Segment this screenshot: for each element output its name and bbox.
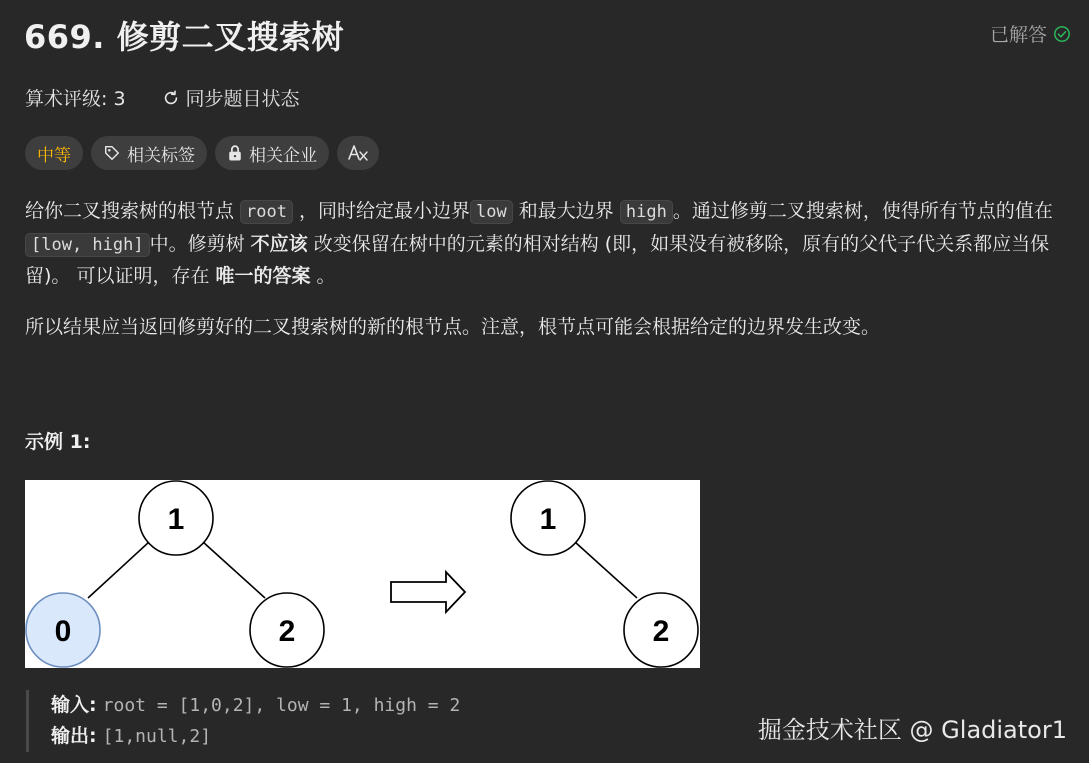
- translate-button[interactable]: [337, 136, 379, 170]
- example-title: 示例 1:: [25, 431, 91, 453]
- tag-row: [25, 136, 379, 170]
- code-high: high: [620, 200, 673, 224]
- emphasis-unique-answer: 唯一的答案: [215, 265, 311, 287]
- related-companies-button[interactable]: [215, 136, 329, 170]
- before-right-label: 2: [278, 615, 296, 648]
- watermark: 掘金技术社区 @ Gladiator1: [757, 716, 1067, 744]
- sync-label: 同步题目状态: [185, 88, 300, 110]
- sync-status-button[interactable]: [162, 84, 300, 111]
- code-low: low: [470, 200, 513, 224]
- refresh-icon: [162, 89, 180, 107]
- translate-icon: [347, 143, 369, 163]
- input-value: root = [1,0,2], low = 1, high = 2: [102, 695, 461, 716]
- before-edge-left: [88, 542, 149, 598]
- after-edge-right: [575, 542, 637, 598]
- tree-diagram: [25, 480, 700, 668]
- before-edge-right: [203, 542, 265, 598]
- related-companies-label: 相关企业: [249, 145, 317, 166]
- output-value: [1,null,2]: [102, 726, 212, 747]
- input-line: [51, 690, 460, 721]
- related-tags-button[interactable]: [91, 136, 207, 170]
- arrow-icon: [391, 572, 465, 612]
- lock-icon: [227, 144, 243, 162]
- related-tags-label: 相关标签: [127, 145, 195, 166]
- emphasis-should-not: 不应该: [250, 232, 308, 255]
- solved-label: 已解答: [989, 24, 1047, 46]
- code-range: [low, high]: [25, 233, 150, 257]
- problem-description: [25, 196, 1065, 343]
- before-root-label: 1: [167, 503, 185, 536]
- after-root-label: 1: [539, 503, 557, 536]
- after-right-label: 2: [652, 615, 670, 648]
- input-label: 输入:: [51, 694, 97, 716]
- before-left-label: 0: [54, 615, 72, 648]
- description-paragraph-1: 给你二叉搜索树的根节点 root ，同时给定最小边界 low 和最大边界 high 。通过修剪二叉搜索树，使得所有节点的值在[low, high] 中。修剪树 不应该 改变保留在树中的元素的相对结构 (即，如果没有被移除，原有的父代子代关系都应当保留)。 可以证明，存在 唯一的答案 。: [25, 200, 1053, 287]
- example-io-block: [26, 690, 460, 752]
- code-root: root: [240, 200, 293, 224]
- solved-status: [990, 20, 1071, 47]
- tag-icon: [103, 144, 121, 162]
- difficulty-badge[interactable]: [25, 136, 83, 170]
- example-figure: [25, 480, 700, 668]
- output-line: [51, 721, 460, 752]
- difficulty-label: 中等: [37, 145, 71, 166]
- meta-row: [25, 84, 300, 111]
- check-circle-icon: [1053, 25, 1071, 43]
- rating-label: 算术评级: 3: [25, 88, 126, 110]
- description-paragraph-2: 所以结果应当返回修剪好的二叉搜索树的新的根节点。注意，根节点可能会根据给定的边界发生改变。: [25, 315, 881, 338]
- output-label: 输出:: [51, 725, 97, 747]
- problem-title: 669. 修剪二叉搜索树: [24, 18, 345, 56]
